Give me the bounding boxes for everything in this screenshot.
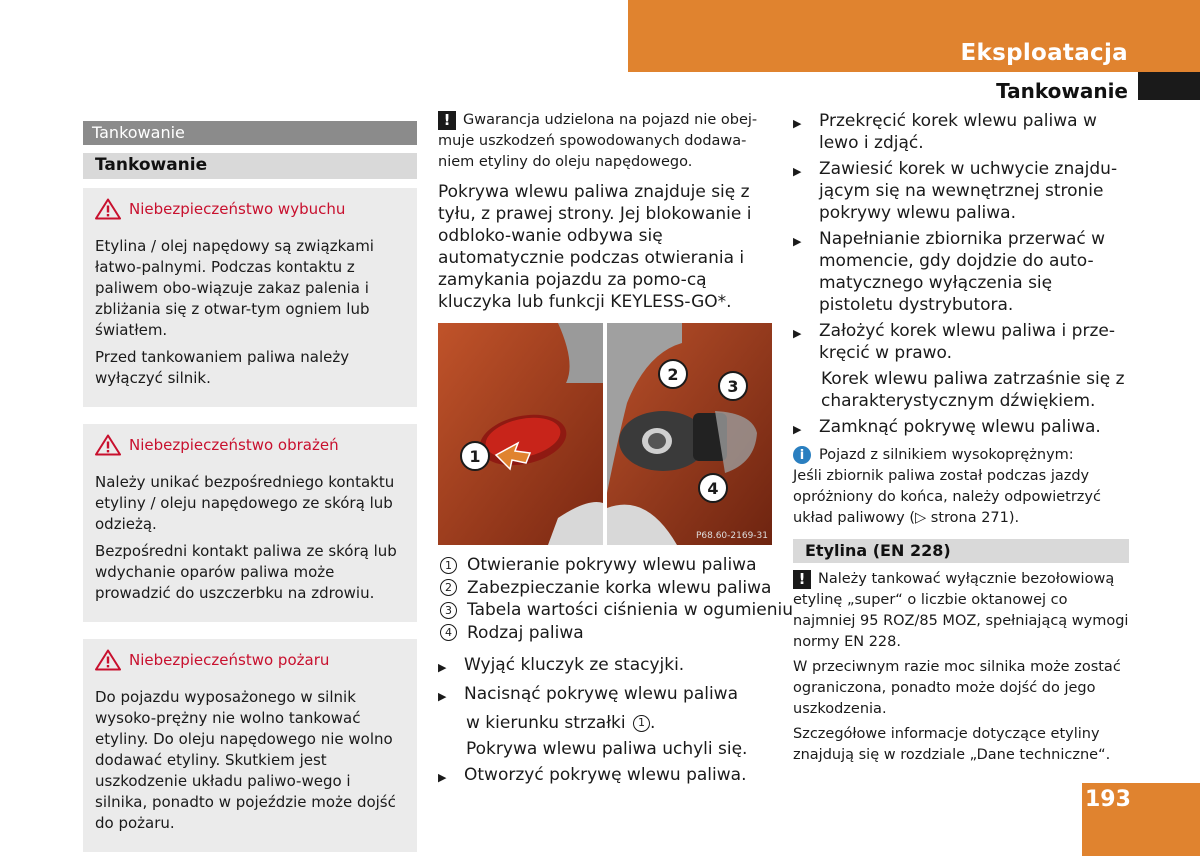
bullet-icon: ▶ (438, 771, 447, 784)
left-column (83, 110, 417, 856)
page-reference-arrow-icon: ▷ (915, 510, 927, 526)
section-marker (1138, 72, 1200, 100)
warning-icon (95, 649, 121, 671)
intro-text: Pokrywa wlewu paliwa znajduje się z tyłu, z prawej strony. Jej blokowanie i odbloko-wanie odbywa się automatycznie podczas otwierania i zamykania pojazdu za pomo-cą kluczyka lub funkcji KEYLESS-GO*. (438, 182, 752, 312)
bullet-icon: ▶ (793, 165, 802, 178)
body-paragraph: Szczegółowe informacje dotyczące etyliny znajdują się w rozdziale „Dane techniczne“. (793, 726, 1111, 763)
bullet-icon: ▶ (793, 117, 802, 130)
info-text: Jeśli zbiornik paliwa został podczas jazdy opróżniony do końca, należy odpowietrzyć układ paliwowy (▷ strona 271). (793, 468, 1101, 526)
callout-3: 3 (718, 371, 748, 401)
warning-fire (83, 639, 417, 852)
instruction-step: ▶ Zawiesić korek w uchwycie znajdu-jącym się na wewnętrznej stronie pokrywy wlewu paliwa. (793, 159, 1118, 223)
instruction-step: ▶ Zamknąć pokrywę wlewu paliwa. (793, 416, 1129, 441)
callout-4: 4 (698, 473, 728, 503)
notice-icon: ! (793, 570, 811, 589)
warning-text: Przed tankowaniem paliwa należy wyłączyć silnik. (95, 348, 350, 387)
notice-text: Gwarancja udzielona na pojazd nie obej-muje uszkodzeń spowodowanych dodawa-niem etyliny do oleju napędowego. (438, 112, 758, 170)
instruction-step: ▶ Wyjąć kluczyk ze stacyjki. (438, 654, 778, 679)
warning-title: Niebezpieczeństwo wybuchu (129, 200, 346, 218)
notice-text: Należy tankować wyłącznie bezołowiową etylinę „super“ o liczbie oktanowej co najmniej 95 ROZ/85 MOZ, spełniającą wymogi normy EN 228. (793, 571, 1129, 650)
legend-item: 4 Rodzaj paliwa (438, 622, 778, 645)
fuel-flap-closed-image (438, 323, 603, 545)
instruction-step: ▶ Założyć korek wlewu paliwa i prze-kręcić w prawo. (793, 321, 1115, 363)
right-column (793, 110, 1129, 766)
subsection-header: Etylina (EN 228) (793, 539, 1129, 563)
reference-number: 1 (633, 715, 650, 732)
bullet-icon: ▶ (438, 661, 447, 674)
step-result: Korek wlewu paliwa zatrzaśnie się z charakterystycznym dźwiękiem. (821, 369, 1125, 411)
fuel-flap-photo (438, 323, 772, 545)
notice-icon: ! (438, 111, 456, 130)
bullet-icon: ▶ (438, 690, 447, 703)
instruction-step: ▶ Napełnianie zbiornika przerwać w momencie, gdy dojdzie do auto-matycznego wyłączenia się pistoletu dystrybutora. (793, 229, 1106, 315)
instruction-step: ▶ Otworzyć pokrywę wlewu paliwa. (438, 764, 778, 789)
warning-text: Do pojazdu wyposażonego w silnik wysoko-prężny nie wolno tankować etyliny. Do oleju napędowego nie wolno dodawać etyliny. Skutkiem jest uszkodzenie układu paliwo-wego i silnika, ponadto w pojeździe może dojść do pożaru. (95, 688, 396, 832)
warning-title: Niebezpieczeństwo obrażeń (129, 436, 339, 454)
warning-injury (83, 424, 417, 622)
warning-text: Należy unikać bezpośredniego kontaktu etyliny / oleju napędowego ze skórą lub odzieżą. (95, 473, 395, 533)
figure-legend (438, 554, 793, 644)
legend-item: 2 Zabezpieczanie korka wlewu paliwa (438, 577, 778, 600)
legend-item: 1 Otwieranie pokrywy wlewu paliwa (438, 554, 778, 577)
warning-icon (95, 198, 121, 220)
callout-2: 2 (658, 359, 688, 389)
warning-explosion (83, 188, 417, 407)
instruction-steps: ▶ Wyjąć kluczyk ze stacyjki. ▶ Nacisnąć pokrywę wlewu paliwa w kierunku strzałki 1 . Pokrywa wlewu paliwa uchyli się. ▶ Otworzyć pokrywę wlewu paliwa. (438, 654, 778, 789)
image-code: P68.60-2169-31 (695, 531, 768, 541)
chapter-title: Eksploatacja (960, 40, 1128, 66)
step-result: Pokrywa wlewu paliwa uchyli się. (466, 739, 748, 759)
subsection-header: Tankowanie (83, 153, 417, 179)
instruction-step: ▶ Przekręcić korek wlewu paliwa w lewo i zdjąć. (793, 111, 1097, 153)
callout-1: 1 (460, 441, 490, 471)
bullet-icon: ▶ (793, 235, 802, 248)
legend-item: 3 Tabela wartości ciśnienia w ogumieniu (438, 599, 778, 622)
page-number: 193 (1085, 787, 1131, 812)
warning-icon (95, 434, 121, 456)
bullet-icon: ▶ (793, 423, 802, 436)
topic-header: Tankowanie (83, 121, 417, 145)
middle-column (438, 110, 793, 793)
instruction-step: ▶ Nacisnąć pokrywę wlewu paliwa (438, 683, 778, 708)
warning-text: Etylina / olej napędowy są związkami łatwo-palnymi. Podczas kontaktu z paliwem obo-wiązuje zakaz palenia i zbliżania się z otwar-tym ogniem lub światłem. (95, 237, 374, 339)
bullet-icon: ▶ (793, 327, 802, 340)
info-icon: i (793, 446, 811, 464)
fuel-filler-open-image (607, 323, 772, 545)
warning-text: Bezpośredni kontakt paliwa ze skórą lub wdychanie oparów paliwa może prowadzić do uszczerbku na zdrowiu. (95, 542, 397, 602)
warning-title: Niebezpieczeństwo pożaru (129, 651, 330, 669)
info-title: Pojazd z silnikiem wysokoprężnym: (819, 447, 1074, 463)
section-title: Tankowanie (996, 79, 1128, 103)
body-paragraph: W przeciwnym razie moc silnika może zostać ograniczona, ponadto może dojść do jego uszkodzenia. (793, 659, 1121, 717)
